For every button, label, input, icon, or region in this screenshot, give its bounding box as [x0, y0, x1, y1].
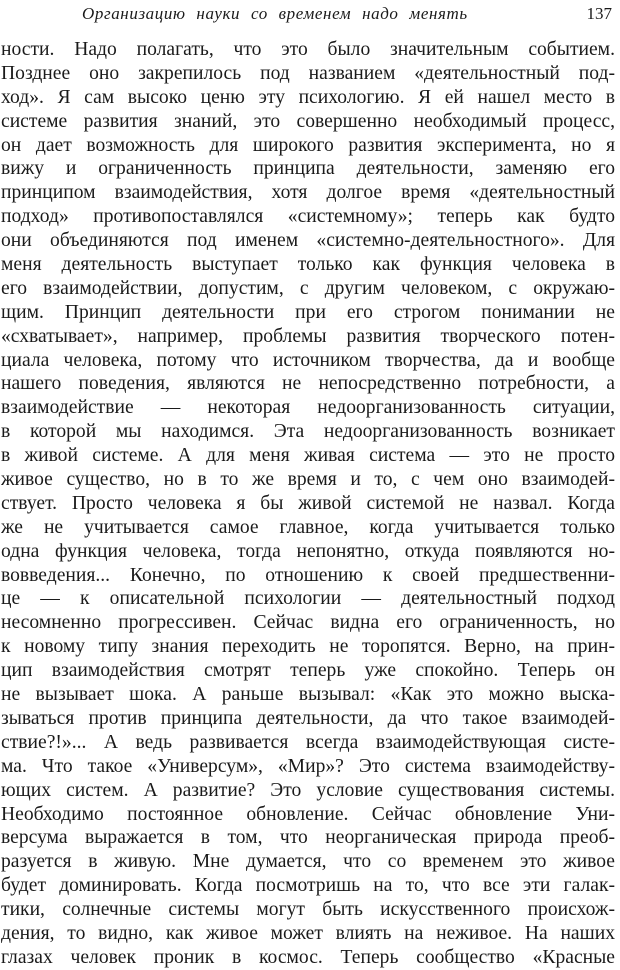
text-line: ствие?!»... А ведь развивается всегда взаимодействующая систе- — [1, 731, 615, 753]
body-text — [1, 38, 615, 970]
text-line: щим. Принцип деятельности при его строгом понимании не — [1, 301, 615, 323]
text-line: взаимодействие — некоторая недоорганизованность ситуации, — [1, 397, 615, 419]
text-line: нашего поведения, являются не непосредственно потребности, а — [1, 373, 615, 395]
text-line: ход». Я сам высоко ценю эту психологию. Я ей нашел место в — [1, 86, 615, 108]
text-line: системе развития знаний, это совершенно необходимый процесс, — [1, 110, 615, 132]
running-header — [0, 4, 620, 30]
text-line: дения, то видно, как живое может влиять на неживое. На наших — [1, 922, 615, 944]
text-line: они объединяются под именем «системно-деятельностного». Для — [1, 230, 615, 252]
text-line: принципом взаимодействия, хотя долгое время «деятельностный — [1, 182, 615, 204]
text-line: ности. Надо полагать, что это было значительным событием. — [1, 39, 615, 60]
text-line: цип взаимодействия смотрят теперь уже спокойно. Теперь он — [1, 660, 615, 682]
text-line: вижу и ограниченность принципа деятельности, заменяю его — [1, 158, 615, 180]
text-line: версума выражается в том, что неорганическая природа преоб- — [1, 827, 615, 849]
text-line: в которой мы находимся. Эта недоорганизованность возникает — [1, 421, 615, 443]
text-line: будет доминировать. Когда посмотришь на то, что все эти галак- — [1, 875, 615, 897]
text-line: циала человека, потому что источником творчества, да и вообще — [1, 349, 615, 371]
running-title: Организацию науки со временем надо менять — [82, 4, 468, 23]
text-line: ствует. Просто человека я бы живой системой не назвал. Когда — [1, 492, 615, 514]
text-line: в живой системе. А для меня живая система — это не просто — [1, 445, 615, 467]
text-line: ющих систем. А развитие? Это условие существования системы. — [1, 779, 615, 801]
text-line: глазах человек проник в космос. Теперь сообщество «Красные — [1, 946, 615, 968]
text-line: он дает возможность для широкого развития эксперимента, но я — [1, 134, 615, 156]
text-line: подход» противопоставлялся «системному»; теперь как будто — [1, 206, 615, 228]
text-line: разуется в живую. Мне думается, что со временем это живое — [1, 851, 615, 873]
text-line: меня деятельность выступает только как функция человека в — [1, 254, 615, 276]
text-line: к новому типу знания переходить не торопятся. Верно, на прин- — [1, 636, 615, 658]
text-line: живое существо, но в то же время и то, с чем оно взаимодей- — [1, 469, 615, 491]
text-line: же не учитывается самое главное, когда учитывается только — [1, 516, 615, 538]
text-line: зываться против принципа деятельности, да что такое взаимодей- — [1, 707, 615, 729]
text-line: несомненно прогрессивен. Сейчас видна его ограниченность, но — [1, 612, 615, 634]
text-line: его взаимодействии, допустим, с другим человеком, с окружаю- — [1, 277, 615, 299]
text-line: одна функция человека, тогда непонятно, откуда появляются но- — [1, 540, 615, 562]
text-line: тики, солнечные системы могут быть искусственного происхож- — [1, 899, 615, 921]
page-number: 137 — [586, 4, 612, 23]
text-line: не вызывает шока. А раньше вызывал: «Как это можно выска- — [1, 684, 615, 706]
text-line: Необходимо постоянное обновление. Сейчас обновление Уни- — [1, 803, 615, 825]
text-line: Позднее оно закрепилось под названием «деятельностный под- — [1, 62, 615, 84]
text-line: це — к описательной психологии — деятельностный подход — [1, 588, 615, 610]
text-line: «схватывает», например, проблемы развития творческого потен- — [1, 325, 615, 347]
text-line: ма. Что такое «Универсум», «Мир»? Это система взаимодейству- — [1, 755, 615, 777]
text-line: вовведения... Конечно, по отношению к своей предшественни- — [1, 564, 615, 586]
